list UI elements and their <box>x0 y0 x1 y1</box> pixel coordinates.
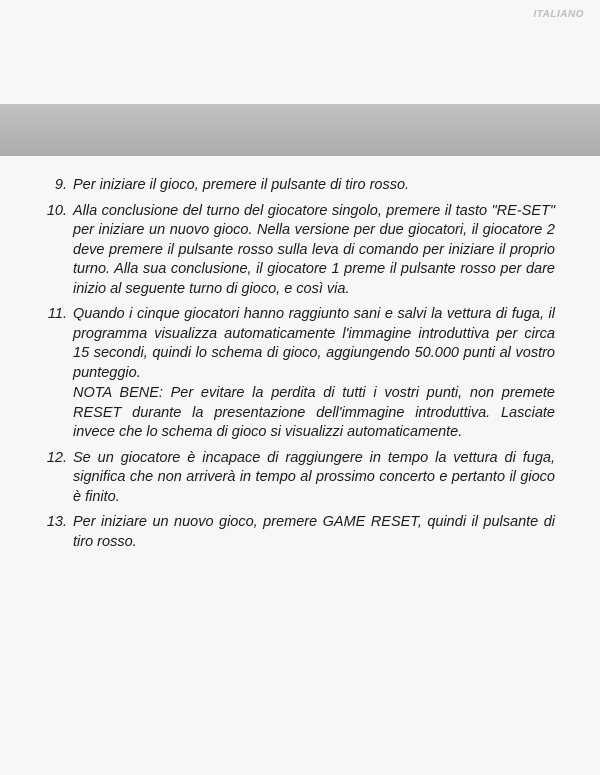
list-item <box>0 305 600 443</box>
list-item <box>0 176 600 196</box>
item-number: 9. <box>54 177 67 193</box>
item-paragraph: Per iniziare un nuovo gioco, premere GAME RESET, quindi il pulsante di tiro rosso. <box>73 514 555 550</box>
item-text <box>73 305 555 443</box>
list-item <box>0 513 600 552</box>
item-number: 13. <box>46 514 67 530</box>
item-text <box>73 449 555 508</box>
item-number: 10. <box>46 202 67 219</box>
list-item <box>0 449 600 508</box>
header-band <box>0 104 600 156</box>
item-text <box>73 513 555 552</box>
language-label: ITALIANO <box>533 9 584 20</box>
item-paragraph: Per iniziare il gioco, premere il pulsante di tiro rosso. <box>73 177 410 193</box>
item-text <box>73 202 555 300</box>
item-paragraph: Quando i cinque giocatori hanno raggiunto sani e salvi la vettura di fuga, il programma visualizza automaticamente l'immagine introduttiva per circa 15 secondi, quindi lo schema di gioco, aggiungendo 50.000 punti al vostro punteggio. <box>73 306 555 381</box>
instructions-list <box>0 176 600 558</box>
list-item <box>0 202 600 300</box>
item-number: 12. <box>46 449 67 466</box>
note-paragraph: NOTA BENE: Per evitare la perdita di tutti i vostri punti, non premete RESET durante la presentazione dell'immagine introduttiva. Lasciate invece che lo schema di gioco si visualizzi automaticamente. <box>73 385 555 440</box>
item-paragraph: Alla conclusione del turno del giocatore singolo, premere il tasto "RE-SET" per iniziare un nuovo gioco. Nella versione per due giocatori, il giocatore 2 deve premere il pulsante rosso sulla leva di comando per iniziare il proprio turno. Alla sua conclusione, il giocatore 1 preme il pulsante rosso per dare inizio al seguente turno di gioco, e così via. <box>73 202 555 297</box>
item-text <box>73 176 555 196</box>
item-paragraph: Se un giocatore è incapace di raggiungere in tempo la vettura di fuga, significa che non arriverà in tempo al prossimo concerto e pertanto il gioco è finito. <box>73 449 555 505</box>
item-number: 11. <box>47 306 67 322</box>
